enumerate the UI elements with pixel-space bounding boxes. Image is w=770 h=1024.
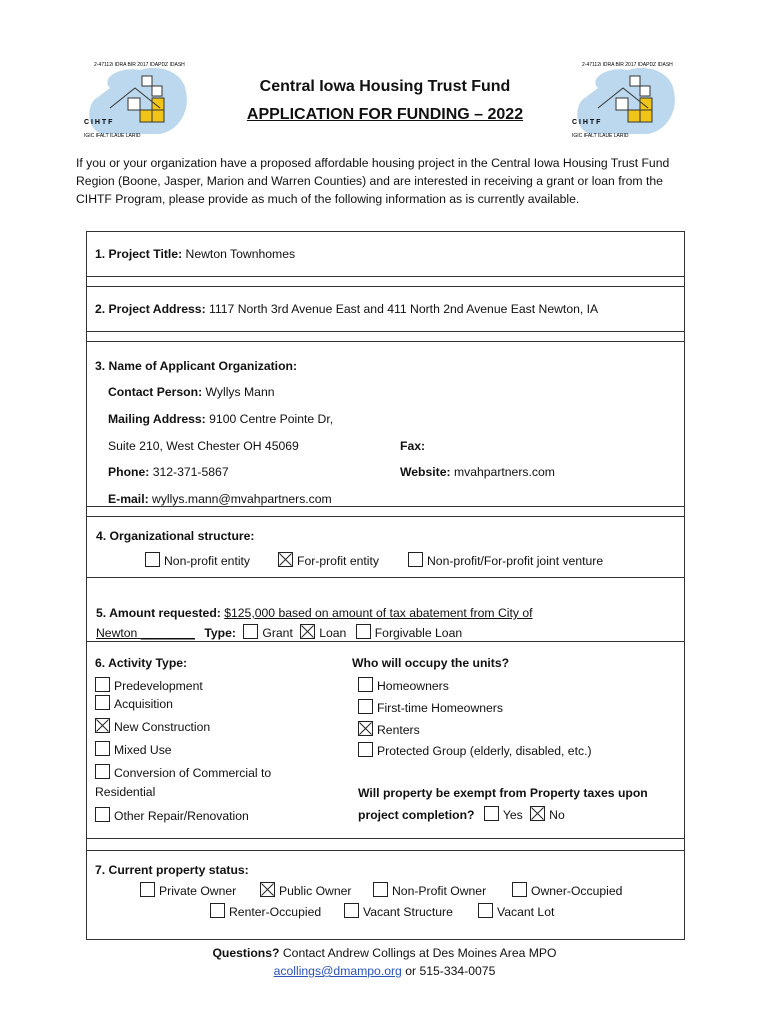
section-applicant: [86, 341, 685, 507]
activity-label: 6. Activity Type:: [95, 656, 188, 670]
section-gap: [86, 577, 685, 595]
exempt-yes[interactable]: Yes: [484, 808, 523, 822]
footer-phone: or 515-334-0075: [405, 964, 496, 978]
cihtf-logo-left: [80, 58, 190, 138]
checkbox-acquisition[interactable]: [95, 695, 110, 710]
checkbox-nonprofit[interactable]: [145, 552, 160, 567]
section-activity: [86, 641, 685, 839]
checkbox-homeowners[interactable]: [358, 677, 373, 692]
contact-label: Contact Person:: [108, 385, 203, 399]
mailing-label: Mailing Address:: [108, 412, 206, 426]
applicant-label: 3. Name of Applicant Organization:: [95, 359, 298, 373]
section-property-status: [86, 850, 685, 940]
org-option-joint-venture[interactable]: Non-profit/For-profit joint venture: [408, 552, 603, 568]
activity-predevelopment[interactable]: Predevelopment: [95, 677, 203, 693]
checkbox-vacant-lot[interactable]: [478, 903, 493, 918]
occupant-renters[interactable]: Renters: [358, 721, 420, 737]
status-private-owner[interactable]: Private Owner: [140, 882, 236, 898]
activity-conversion[interactable]: Conversion of Commercial to: [95, 764, 271, 780]
page-subtitle: APPLICATION FOR FUNDING – 2022: [246, 106, 524, 123]
checkbox-renters[interactable]: [358, 721, 373, 736]
logo-letters: C I H T F: [84, 119, 113, 126]
logo-bottom-text: IGIC IFALT ILAUE LARID: [84, 133, 141, 138]
checkbox-forprofit[interactable]: [278, 552, 293, 567]
checkbox-other-repair[interactable]: [95, 807, 110, 822]
checkbox-protected[interactable]: [358, 742, 373, 757]
page-title: Central Iowa Housing Trust Fund: [259, 78, 511, 95]
email-label: E-mail:: [108, 492, 149, 506]
footer-questions: Questions? Contact Andrew Collings at Des Moines Area MPO: [212, 946, 557, 960]
org-option-forprofit[interactable]: For-profit entity: [278, 552, 379, 568]
fax-label: Fax:: [400, 439, 426, 453]
checkbox-owner-occupied[interactable]: [512, 882, 527, 897]
checkbox-renter-occupied[interactable]: [210, 903, 225, 918]
exempt-question-line2: project completion?: [358, 808, 475, 822]
checkbox-conversion[interactable]: [95, 764, 110, 779]
checkbox-public-owner[interactable]: [260, 882, 275, 897]
status-vacant-lot[interactable]: Vacant Lot: [478, 903, 554, 919]
checkbox-no[interactable]: [530, 806, 545, 821]
activity-new-construction[interactable]: New Construction: [95, 718, 210, 734]
phone-value[interactable]: 312-371-5867: [152, 465, 229, 479]
property-status-label: 7. Current property status:: [95, 863, 249, 877]
amount-value-line2[interactable]: Newton ________: [96, 626, 195, 640]
checkbox-nonprofit-owner[interactable]: [373, 882, 388, 897]
status-owner-occupied[interactable]: Owner-Occupied: [512, 882, 622, 898]
type-loan[interactable]: Loan: [300, 626, 346, 640]
amount-label: 5. Amount requested:: [96, 606, 221, 620]
logo-top-text: 2-47112i IDRA BIR 2017 IDAPDZ IDASH: [94, 62, 185, 68]
logo-bottom-text: IGIC IFALT ILAUE LARID: [572, 133, 629, 138]
checkbox-yes[interactable]: [484, 806, 499, 821]
contact-value[interactable]: Wyllys Mann: [205, 385, 275, 399]
checkbox-first-time[interactable]: [358, 699, 373, 714]
activity-conversion-line2: Residential: [95, 785, 156, 799]
org-option-nonprofit[interactable]: Non-profit entity: [145, 552, 250, 568]
status-vacant-structure[interactable]: Vacant Structure: [344, 903, 453, 919]
occupant-homeowners[interactable]: Homeowners: [358, 677, 449, 693]
status-nonprofit-owner[interactable]: Non-Profit Owner: [373, 882, 486, 898]
email-value[interactable]: wyllys.mann@mvahpartners.com: [152, 492, 332, 506]
section-gap: [86, 838, 685, 850]
section-gap: [86, 276, 685, 286]
section-gap: [86, 506, 685, 516]
project-address-label: 2. Project Address:: [95, 302, 206, 316]
type-grant[interactable]: Grant: [243, 626, 292, 640]
checkbox-private-owner[interactable]: [140, 882, 155, 897]
checkbox-vacant-structure[interactable]: [344, 903, 359, 918]
status-public-owner[interactable]: Public Owner: [260, 882, 351, 898]
occupant-first-time[interactable]: First-time Homeowners: [358, 699, 503, 715]
section-gap: [86, 331, 685, 341]
amount-value[interactable]: $125,000 based on amount of tax abatement from City of: [224, 606, 533, 620]
activity-mixed-use[interactable]: Mixed Use: [95, 741, 172, 757]
intro-paragraph: If you or your organization have a proposed affordable housing project in the Central Iowa Housing Trust Fund Region (Boone, Jasper, Marion and Warren Counties) and are interested in receiving a grant or loan from the CIHTF Program, please provide as much of the following information as is currently available.: [76, 156, 670, 206]
mailing-line2[interactable]: Suite 210, West Chester OH 45069: [108, 439, 299, 453]
occupant-protected[interactable]: Protected Group (elderly, disabled, etc.): [358, 742, 592, 758]
mailing-value[interactable]: 9100 Centre Pointe Dr,: [209, 412, 334, 426]
activity-other-repair[interactable]: Other Repair/Renovation: [95, 807, 249, 823]
checkbox-new-construction[interactable]: [95, 718, 110, 733]
cihtf-logo-right: [568, 58, 678, 138]
status-renter-occupied[interactable]: Renter-Occupied: [210, 903, 321, 919]
exempt-question: Will property be exempt from Property taxes upon: [358, 786, 648, 800]
section-project-address: [86, 286, 685, 332]
logo-top-text: 2-47112i IDRA BIR 2017 IDAPDZ IDASH: [582, 62, 673, 68]
project-title-label: 1. Project Title:: [95, 247, 183, 261]
section-project-title: [86, 231, 685, 277]
footer-contact: [86, 964, 683, 978]
website-label: Website:: [400, 465, 451, 479]
checkbox-predevelopment[interactable]: [95, 677, 110, 692]
project-address-value[interactable]: 1117 North 3rd Avenue East and 411 North 2nd Avenue East Newton, IA: [209, 302, 599, 316]
section-org-structure: [86, 516, 685, 578]
footer-email-link[interactable]: acollings@dmampo.org: [273, 964, 402, 978]
project-title-value[interactable]: Newton Townhomes: [185, 247, 296, 261]
org-structure-label: 4. Organizational structure:: [96, 529, 255, 543]
exempt-no[interactable]: No: [530, 808, 565, 822]
phone-label: Phone:: [108, 465, 150, 479]
website-value[interactable]: mvahpartners.com: [453, 465, 555, 479]
activity-acquisition[interactable]: Acquisition: [95, 695, 173, 711]
type-label: Type:: [204, 626, 236, 640]
checkbox-joint-venture[interactable]: [408, 552, 423, 567]
checkbox-mixed-use[interactable]: [95, 741, 110, 756]
logo-letters: C I H T F: [572, 119, 601, 126]
occupy-label: Who will occupy the units?: [352, 656, 510, 670]
type-forgivable-loan[interactable]: Forgivable Loan: [356, 626, 462, 640]
section-amount: [86, 595, 685, 641]
